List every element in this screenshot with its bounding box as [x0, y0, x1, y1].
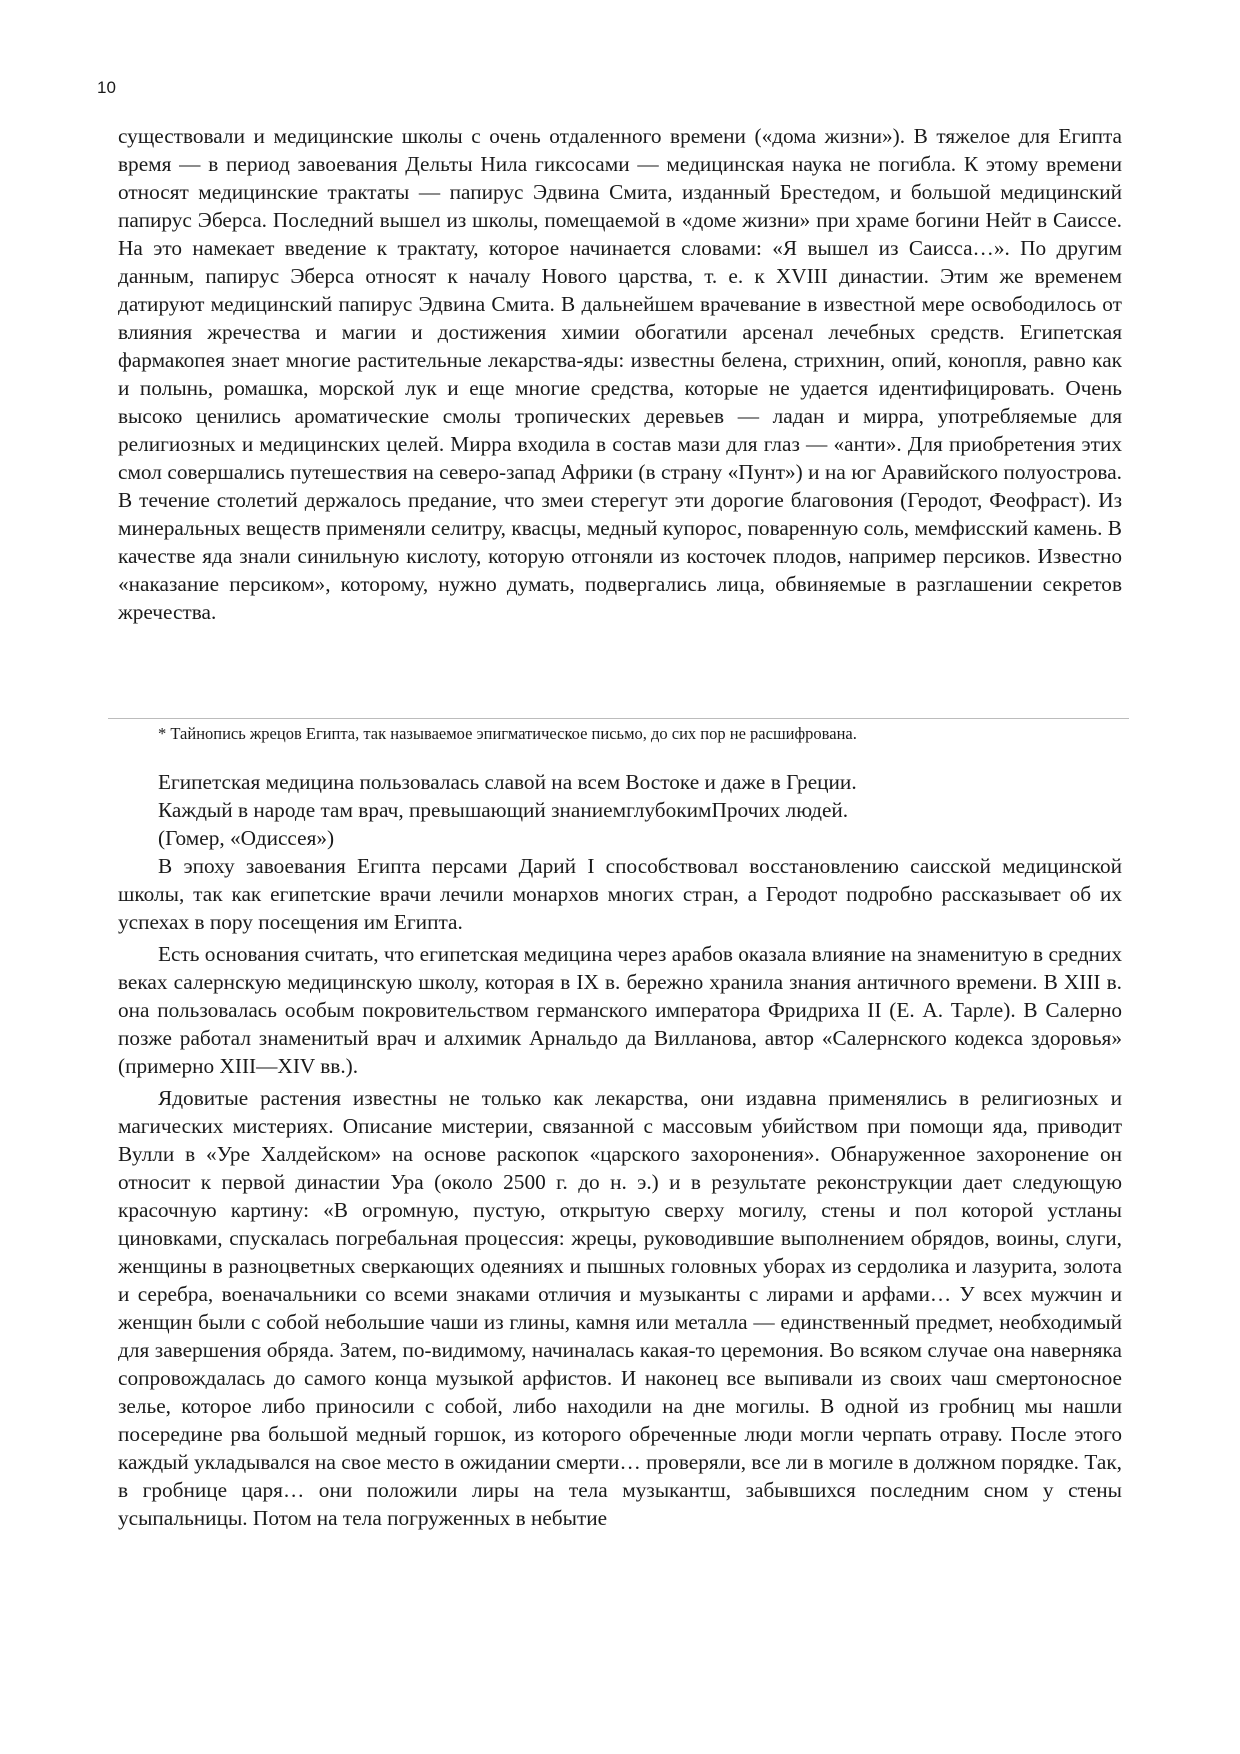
verse-source: (Гомер, «Одиссея»): [158, 826, 335, 850]
paragraph-egypt-medical-schools: существовали и медицинские школы с очень отдаленного времени («дома жизни»). В тяжелое для Египта время — в период завоевания Дельты Нила гиксосами — медицинская наука не погибла. К этому времени относят медицинские трактаты — папирус Эдвина Смита, изданный Брестедом, и большой медицинский папирус Эберса. Последний вышел из школы, помещаемой в «доме жизни» при храме богини Нейт в Саиссе. На это намекает введение к трактату, которое начинается словами: «Я вышел из Саисса…». По другим данным, папирус Эберса относят к началу Нового царства, т. е. к XVIII династии. Этим же временем датируют медицинский папирус Эдвина Смита. В дальнейшем врачевание в известной мере освободилось от влияния жречества и магии и достижения химии обогатили арсенал лечебных средств. Египетская фармакопея знает многие растительные лекарства-яды: известны белена, стрихнин, опий, конопля, равно как и полынь, ромашка, морской лук и еще многие средства, которые не удается идентифицировать. Очень высоко ценились ароматические смолы тропических деревьев — ладан и мирра, употребляемые для религиозных и медицинских целей. Мирра входила в состав мази для глаз — «анти». Для приобретения этих смол совершались путешествия на северо-запад Африки (в страну «Пунт») и на юг Аравийского полуострова. В течение столетий держалось предание, что змеи стерегут эти дорогие благовония (Геродот, Феофраст). Из минеральных веществ применяли селитру, квасцы, медный купорос, поваренную соль, мемфисский камень. В качестве яда знали синильную кислоту, которую отгоняли из косточек плодов, например персиков. Известно «наказание персиком», которому, нужно думать, подвергались лица, обвиняемые в разглашении секретов жречества.: [118, 124, 1122, 624]
footnote-divider: [108, 718, 1129, 719]
paragraph-ur-burial: Ядовитые растения известны не только как лекарства, они издавна применялись в религиозных и магических мистериях. Описание мистерии, связанной с массовым убийством при помощи яда, приводит Вулли в «Уре Халдейском» на основе раскопок «царского захоронения». Обнаруженное захоронение он относит к первой династии Ура (около 2500 г. до н. э.) и в результате реконструкции дает следующую красочную картину: «В огромную, пустую, открытую сверху могилу, стены и пол которой устланы циновками, спускалась погребальная процессия: жрецы, руководившие выполнением обрядов, воины, слуги, женщины в разноцветных сверкающих одеяниях и пышных головных уборах из сердолика и лазурита, золота и серебра, военачальники со всеми знаками отличия и музыканты с лирами и арфами… У всех мужчин и женщин были с собой небольшие чаши из глины, камня или металла — единственный предмет, необходимый для завершения обряда. Затем, по-видимому, начиналась какая-то церемония. Во всяком случае она наверняка сопровождалась до самого конца музыкой арфистов. И наконец все выпивали из своих чаш смертоносное зелье, которое либо приносили с собой, либо находили на дне могилы. В одной из гробниц мы нашли посередине рва большой медный горшок, из которого обреченные люди могли черпать отраву. После этого каждый укладывался на свое место в ожидании смерти… проверяли, все ли в могиле в должном порядке. Так, в гробнице царя… они положили лиры на тела музыкантш, забывшихся последним сном у стены усыпальницы. Потом на тела погруженных в небытие: [118, 1086, 1122, 1530]
paragraph-darius: В эпоху завоевания Египта персами Дарий I способствовал восстановлению саисской медицинской школы, так как египетские врачи лечили монархов многих стран, а Геродот подробно рассказывает об их успехах в пору посещения им Египта.: [118, 854, 1122, 934]
main-text-continued: [118, 768, 1122, 1532]
paragraph-salerno: Есть основания считать, что египетская медицина через арабов оказала влияние на знаменитую в средних веках салернскую медицинскую школу, которая в IX в. бережно хранила знания античного времени. В XIII в. она пользовалась особым покровительством германского императора Фридриха II (Е. А. Тарле). В Салерно позже работал знаменитый врач и алхимик Арнальдо да Вилланова, автор «Салернского кодекса здоровья» (примерно XIII—XIV вв.).: [118, 942, 1122, 1078]
footnote: * Тайнопись жрецов Египта, так называемое эпигматическое письмо, до сих пор не расшифрована.: [158, 724, 857, 743]
verse-intro: Египетская медицина пользовалась славой на всем Востоке и даже в Греции.: [158, 770, 857, 794]
page-number: 10: [97, 78, 116, 97]
verse-quote: Каждый в народе там врач, превышающий знаниемглубокимПрочих людей.: [158, 798, 849, 822]
